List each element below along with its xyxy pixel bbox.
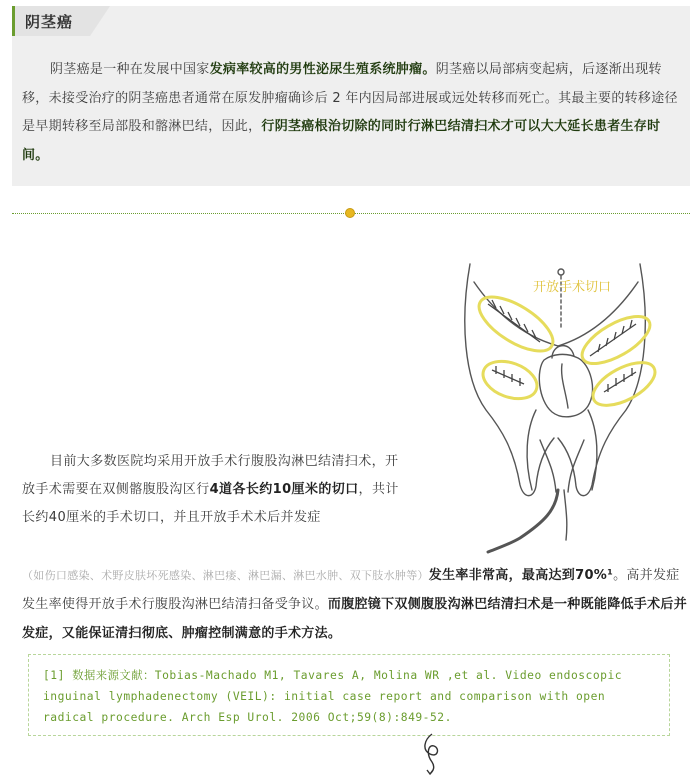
complications-list: （如伤口感染、术野皮肤坏死感染、淋巴瘘、淋巴漏、淋巴水肿、双下肢水肿等） — [22, 569, 429, 582]
intro-text-1: 阴茎癌是一种在发展中国家 — [50, 62, 210, 77]
intro-bold-1: 发病率较高的男性泌尿生殖系统肿瘤。 — [209, 62, 436, 77]
tab-notch — [90, 6, 110, 36]
body-bold-1: 4道各长约10厘米的切口 — [209, 482, 359, 497]
divider-dot — [345, 208, 355, 218]
intro-text-2: 阴茎癌以局部病变起病，后逐渐出现转移，未接受治疗的阴茎癌患者通常在原发肿瘤确诊后 2 年内因局部进展或远处转移而死亡。其最主要的转移途径是早期转移至局部股和髂淋巴结，因此， — [22, 62, 678, 134]
intro-paragraph — [22, 56, 680, 170]
incision-illustration — [440, 260, 690, 560]
body-bold-3: 而腹腔镜下双侧腹股沟淋巴结清扫术是一种既能降低手术后并发症，又能保证清扫彻底、肿瘤控制满意的手术方法。 — [22, 597, 688, 641]
intro-bold-2: 行阴茎癌根治切除的同时行淋巴结清扫术才可以大大延长患者生存时间。 — [22, 119, 661, 163]
body-text-2: ，共计长约40厘米的手术切口，并且开放手术术后并发症 — [22, 482, 399, 525]
body-text-3: 。高并发症发生率使得开放手术行腹股沟淋巴结清扫备受争议。 — [22, 568, 680, 612]
body-bold-2: 发生率非常高，最高达到70%¹ — [428, 568, 614, 583]
intro-box — [12, 6, 690, 186]
body-paragraph-2 — [22, 561, 688, 648]
figure-label: 开放手术切口 — [533, 280, 612, 295]
citation-box — [28, 654, 670, 736]
body-paragraph-1 — [22, 448, 410, 532]
swirl-icon — [418, 732, 446, 776]
section-title: 阴茎癌 — [25, 13, 74, 31]
section-tab — [12, 6, 90, 36]
citation-text: [1] 数据来源文献：Tobias-Machado M1, Tavares A, Molina WR ,et al. Video endoscopic inguinal lymphadenectomy (VEIL): initial case report and comparison with open radical procedure. Arch Esp Urol. 2006 Oct;59(8):849-52. — [43, 669, 623, 724]
anatomy-drawing — [440, 260, 690, 560]
body-text-1: 目前大多数医院均采用开放手术行腹股沟淋巴结清扫术，开放手术需要在双侧髂腹股沟区行 — [22, 454, 399, 497]
